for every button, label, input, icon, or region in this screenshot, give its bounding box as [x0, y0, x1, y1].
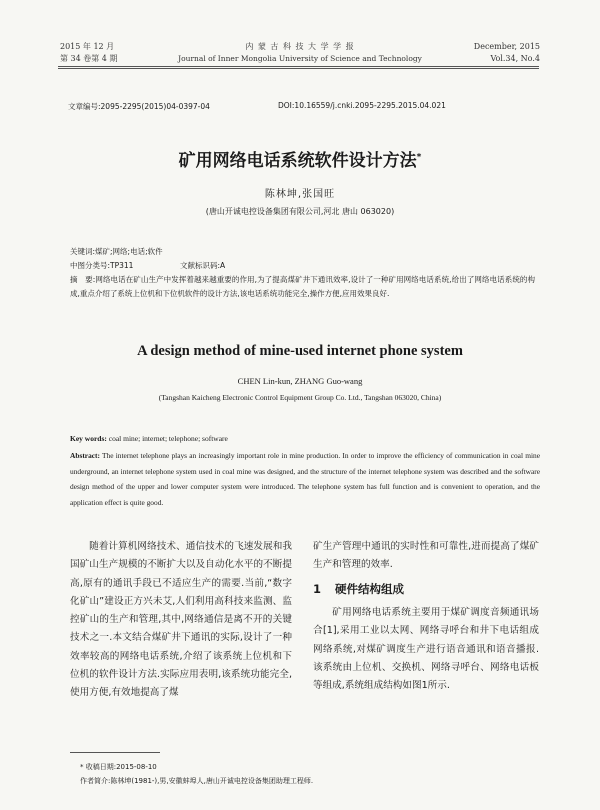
title-cn: [0, 146, 600, 171]
header-date-en: December, 2015: [473, 42, 540, 51]
keywords-en-text: coal mine; internet; telephone; software: [108, 434, 228, 443]
title-en: A design method of mine-used internet phone system: [137, 343, 463, 359]
header-date: 2015 年 12 月: [60, 42, 115, 51]
header-volume: 第 34 卷第 4 期: [60, 54, 118, 63]
affiliation-cn: (唐山开诚电控设备集团有限公司,河北 唐山 063020): [205, 207, 395, 216]
header-rule: [58, 66, 539, 67]
authors-en: CHEN Lin-kun, ZHANG Guo-wang: [237, 376, 363, 386]
body-right-section: [313, 604, 539, 695]
class-number: 中图分类号:TP311: [70, 261, 134, 270]
keywords-en: [70, 434, 540, 443]
keywords-en-label: Key words:: [70, 434, 107, 443]
abstract-en-label: Abstract:: [70, 451, 100, 460]
doi: DOI:10.16559/j.cnki.2095-2295.2015.04.021: [278, 101, 446, 110]
hardware-paragraph: 矿用网络电话系统主要用于煤矿调度音频通讯场合[1],采用工业以太网、网络寻呼台和井下电话组成网络系统,对煤矿调度生产进行语音通讯和语音播报.该系统由上位机、交换机、网络寻呼台、网络电话板等组成,系统组成结构如图1所示.: [313, 607, 539, 692]
footnote-author: 作者简介:陈林坤(1981-),男,安徽蚌埠人,唐山开诚电控设备集团助理工程师.: [80, 777, 314, 785]
article-id: 文章编号:2095-2295(2015)04-0397-04: [68, 102, 210, 111]
header-volume-en: Vol.34, No.4: [490, 54, 540, 63]
intro-paragraph: 随着计算机网络技术、通信技术的飞速发展和我国矿山生产规模的不断扩大以及自动化水平的不断提高,原有的通讯手段已不适应生产的需要.当前,“数字化矿山”建设正方兴未艾,人们利用高科技来监测、监控矿山的生产和管理,其中,网络通信是离不开的关键技术之一.本文结合煤矿井下通讯的实际,设计了一种效率较高的网络电话系统,介绍了该系统上位机和下位机的软件设计方法.实际应用表明,该系统功能完全,使用方便,有效地提高了煤: [70, 541, 292, 699]
keywords-cn: 关键词:煤矿;网络;电话;软件: [70, 247, 163, 256]
affiliation-en: (Tangshan Kaicheng Electronic Control Equipment Group Co. Ltd., Tangshan 063020, China): [158, 393, 442, 402]
section-number: 1: [313, 582, 322, 596]
section-heading: [313, 581, 404, 597]
abstract-en: [70, 448, 540, 510]
abstract-cn: 摘 要:网络电话在矿山生产中发挥着越来越重要的作用,为了提高煤矿井下通讯效率,设计了一种矿用网络电话系统,给出了网络电话系统的构成,重点介绍了系统上位机和下位机软件的设计方法,该电话系统功能完全,操作方便,应用效果良好.: [70, 275, 535, 298]
journal-name-cn: 内 蒙 古 科 技 大 学 学 报: [245, 42, 355, 51]
section-title: 硬件结构组成: [335, 582, 405, 596]
abstract-en-text: The internet telephone plays an increasingly important role in mine production. In order to improve the efficiency of communication in coal mine underground, an internet telephone system used in coal mine was designed, and the structure of the internet telephone system was described and the software design method of the upper and lower computer system were introduced. The telephone system has full function and is convenient to operation, and the application effect is quite good.: [70, 451, 540, 507]
body-right-intro: 矿生产管理中通讯的实时性和可靠性,进而提高了煤矿生产和管理的效率.: [313, 541, 539, 571]
body-left-column: [70, 538, 292, 703]
footnote-received: * 收稿日期:2015-08-10: [80, 763, 157, 771]
title-cn-text: 矿用网络电话系统软件设计方法: [178, 151, 417, 171]
document-code: 文献标识码:A: [180, 261, 226, 270]
title-footnote-mark: *: [416, 152, 422, 163]
authors-cn: 陈林坤,张国旺: [264, 189, 336, 200]
header-rule-double: [58, 68, 539, 69]
journal-name-en: Journal of Inner Mongolia University of Science and Technology: [178, 54, 422, 63]
footnote-rule: [70, 752, 160, 753]
